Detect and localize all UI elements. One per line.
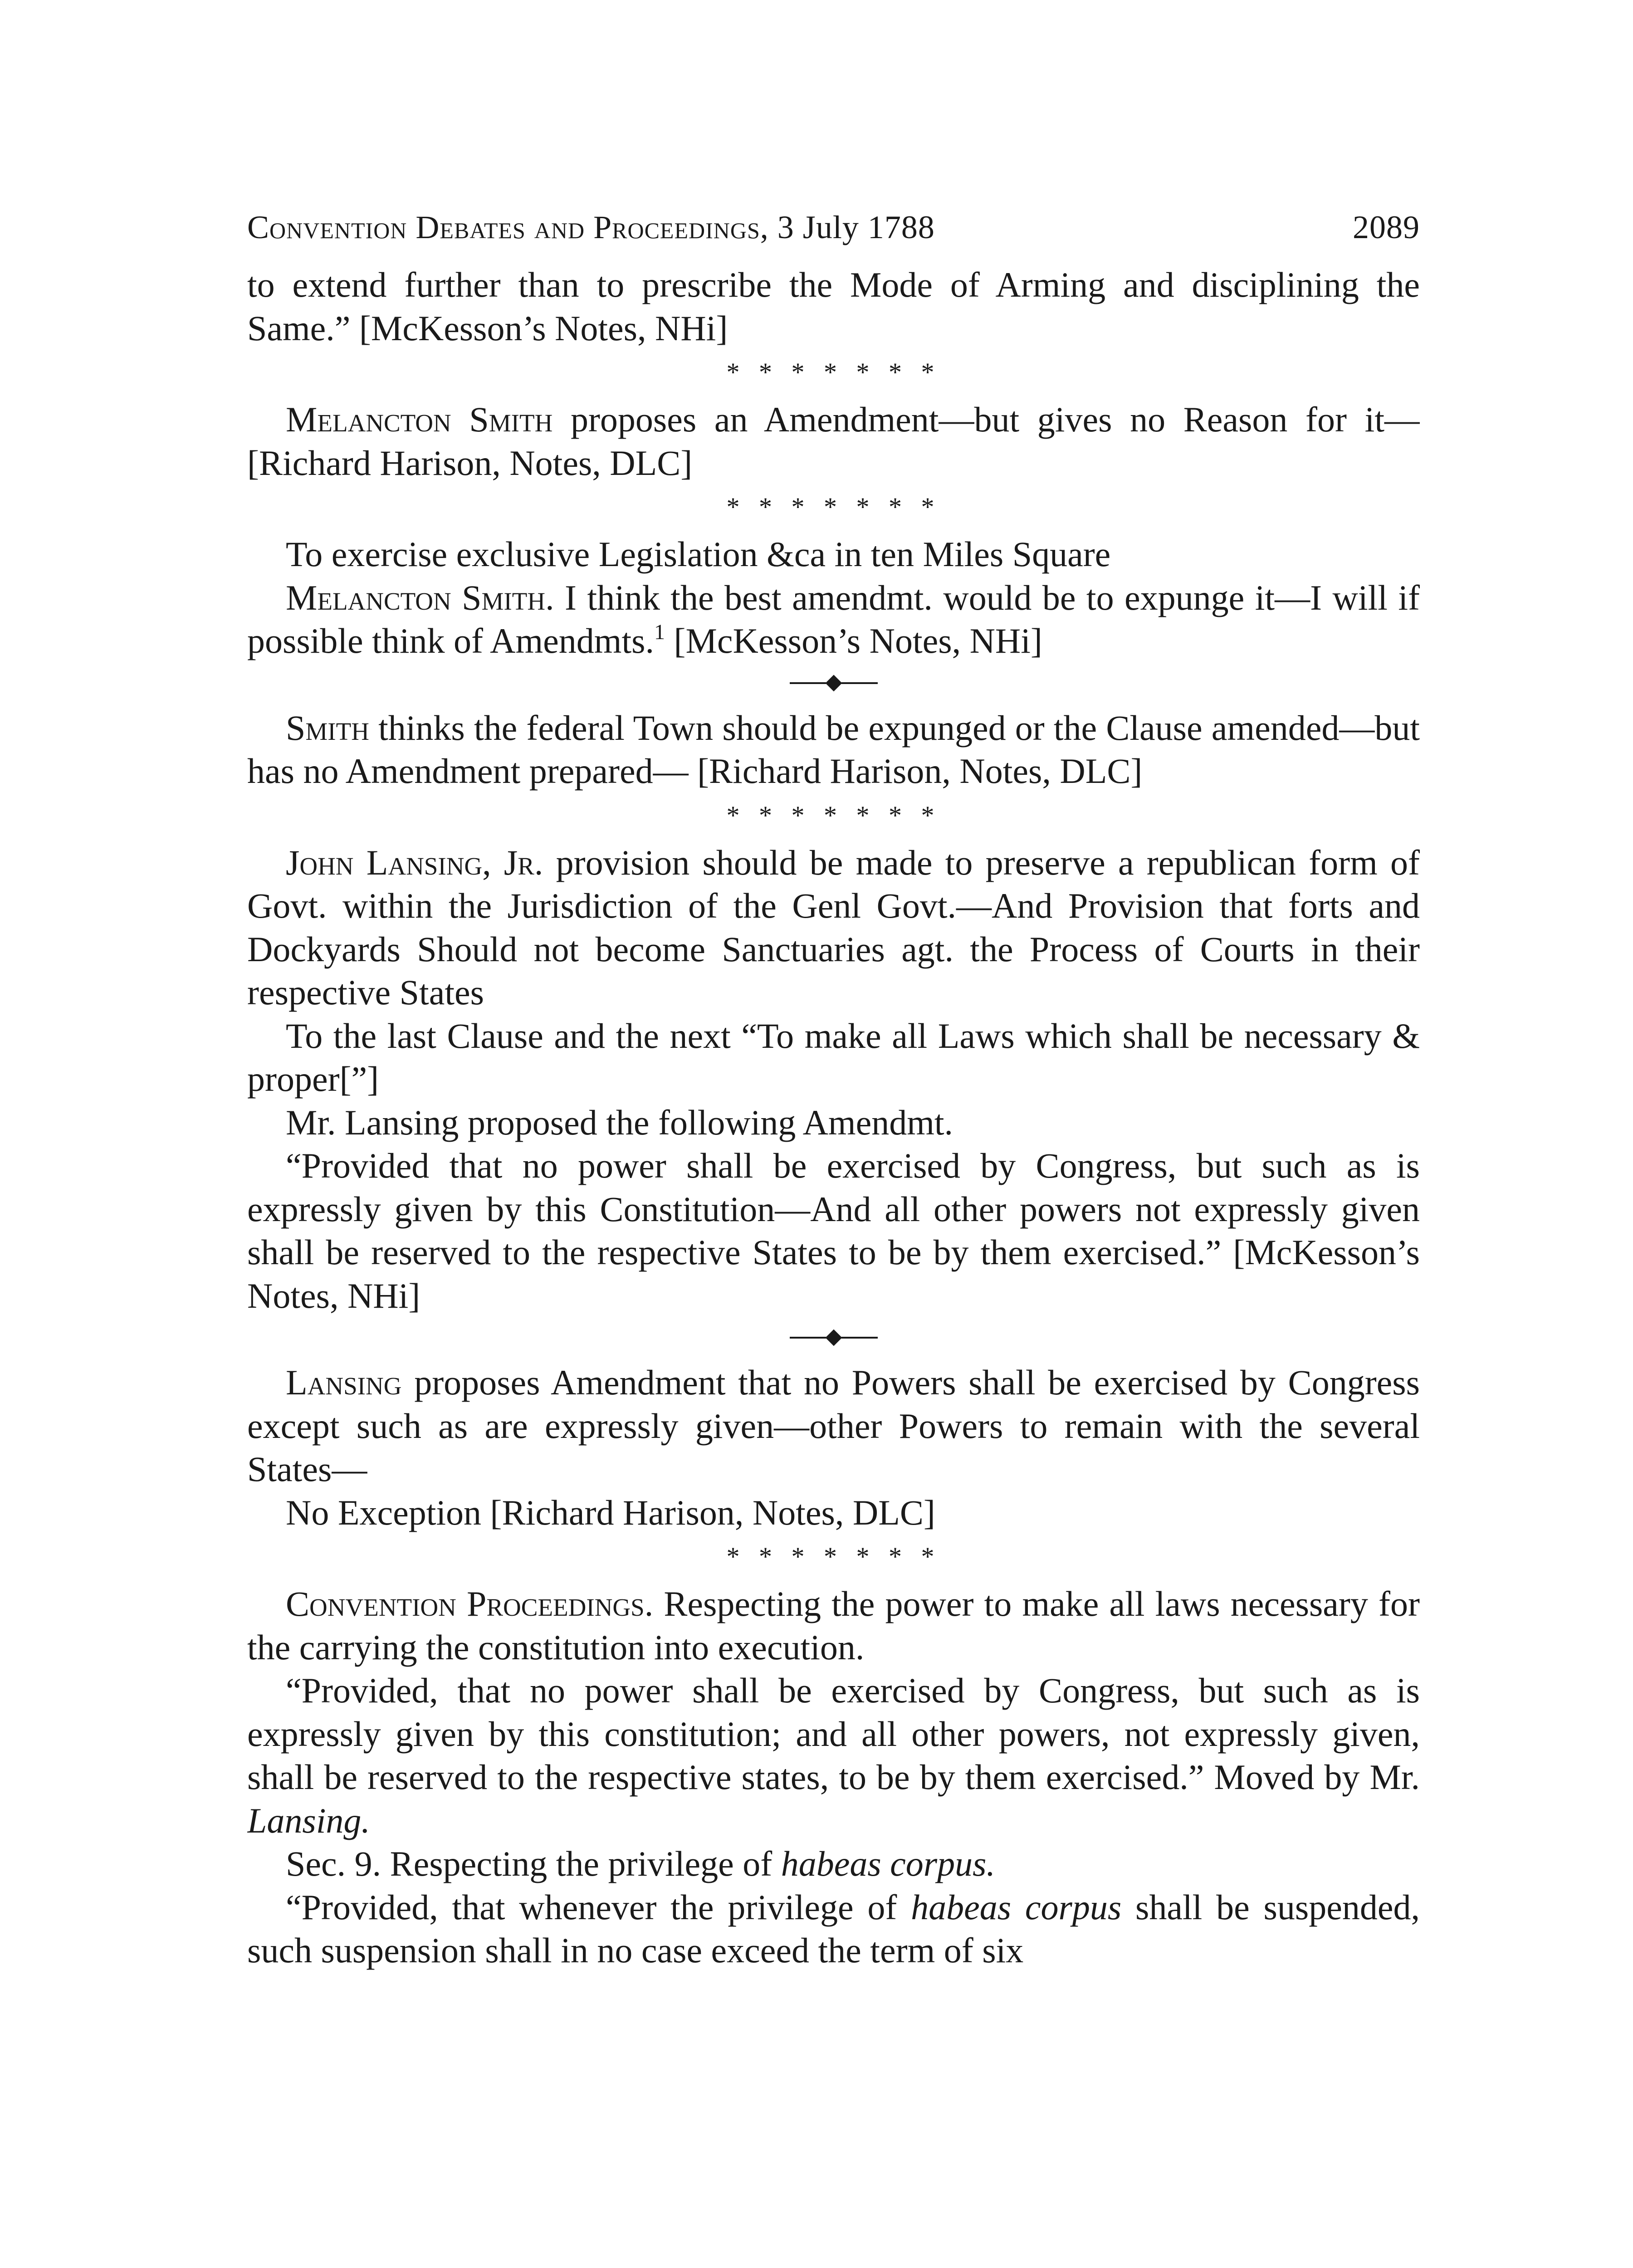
paragraph-text: proposes an Amendment—but gives no Reason for it— [Richard Harison, Notes, DLC] bbox=[247, 400, 1420, 483]
diamond-rule-separator bbox=[247, 663, 1420, 704]
paragraph-7: To the last Clause and the next “To make all Laws which shall be necessary & proper[”] bbox=[247, 1016, 1420, 1099]
italic-name: Lansing. bbox=[247, 1800, 370, 1840]
speaker-name: Melancton Smith bbox=[286, 577, 546, 617]
running-title bbox=[247, 209, 935, 246]
paragraph-text: Sec. 9. Respecting the privilege of bbox=[286, 1844, 781, 1883]
paragraph-text: . provision should be made to preserve a republican form of Govt. within the Jurisdiction of the Genl Govt.—And Provision that forts and Dockyards Should not become Sanctuaries agt. the Process of Courts in their respective States bbox=[247, 842, 1420, 1012]
paragraph-2 bbox=[247, 398, 1420, 484]
rule-line-right bbox=[841, 1337, 878, 1339]
paragraph-text: . Respecting the power to make all laws necessary for the carrying the constitution into execution. bbox=[247, 1584, 1420, 1667]
page-number: 2089 bbox=[1353, 209, 1420, 245]
footnote-marker: 1 bbox=[654, 620, 665, 644]
paragraph-14 bbox=[247, 1842, 1420, 1886]
paragraph-1: to extend further than to prescribe the Mode of Arming and disciplining the Same.” [McKesson’s Notes, NHi] bbox=[247, 265, 1420, 348]
paragraph-13 bbox=[247, 1669, 1420, 1842]
speaker-name: Smith bbox=[286, 708, 369, 748]
italic-term: habeas corpus. bbox=[781, 1844, 996, 1883]
speaker-name: John Lansing, Jr bbox=[286, 842, 534, 882]
paragraph-9: “Provided that no power shall be exercised by Congress, but such as is expressly given by this Constitution—And all other powers not expressly given shall be reserved to the respective States to be by them exercised.” [McKesson’s Notes, NHi] bbox=[247, 1146, 1420, 1315]
paragraph-text: . I think the best amendmt. would be to expunge it—I will if possible think of Amendmts. bbox=[247, 577, 1420, 660]
diamond-rule-separator bbox=[247, 1317, 1420, 1358]
paragraph-text: thinks the federal Town should be expunged or the Clause amended—but has no Amendment prepared— [Richard Harison, Notes, DLC] bbox=[247, 708, 1420, 791]
paragraph-3: To exercise exclusive Legislation &ca in ten Miles Square bbox=[286, 534, 1111, 574]
rule-line-right bbox=[841, 682, 878, 684]
paragraph-10 bbox=[247, 1361, 1420, 1491]
italic-term: habeas corpus bbox=[911, 1887, 1122, 1927]
paragraph-4 bbox=[247, 576, 1420, 663]
running-head bbox=[247, 209, 1420, 263]
rule-line-left bbox=[790, 682, 826, 684]
asterisk-separator: * * * * * * * bbox=[726, 1542, 941, 1571]
paragraph-12 bbox=[247, 1582, 1420, 1669]
paragraph-text: “Provided, that no power shall be exercised by Congress, but such as is expressly given by this constitution; and all other powers, not expressly given, shall be reserved to the respective states, to be by them exercised.” Moved by Mr. bbox=[247, 1671, 1420, 1797]
source-citation: [McKesson’s Notes, NHi] bbox=[665, 621, 1042, 660]
paragraph-text: shall be suspended, such suspension shall in no case exceed the term of six bbox=[247, 1887, 1420, 1970]
section-name: Convention Proceedings bbox=[286, 1584, 645, 1623]
paragraph-5 bbox=[247, 706, 1420, 793]
paragraph-15 bbox=[247, 1886, 1420, 1972]
diamond-icon bbox=[825, 675, 842, 691]
paragraph-text: “Provided, that whenever the privilege of bbox=[286, 1887, 911, 1927]
paragraph-11: No Exception [Richard Harison, Notes, DLC] bbox=[286, 1492, 935, 1532]
paragraph-8: Mr. Lansing proposed the following Amendmt. bbox=[286, 1102, 953, 1142]
diamond-icon bbox=[825, 1330, 842, 1346]
asterisk-separator: * * * * * * * bbox=[726, 492, 941, 522]
paragraph-6 bbox=[247, 841, 1420, 1014]
rule-line-left bbox=[790, 1337, 826, 1339]
asterisk-separator: * * * * * * * bbox=[726, 357, 941, 387]
running-title-smallcaps: Convention Debates and Proceedings bbox=[247, 209, 760, 245]
document-page bbox=[247, 209, 1420, 2268]
document-body bbox=[247, 263, 1420, 1972]
paragraph-text: proposes Amendment that no Powers shall be exercised by Congress except such as are expressly given—other Powers to remain with the several States— bbox=[247, 1363, 1420, 1489]
speaker-name: Lansing bbox=[286, 1363, 402, 1402]
asterisk-separator: * * * * * * * bbox=[726, 800, 941, 830]
running-title-date: , 3 July 1788 bbox=[760, 209, 935, 245]
speaker-name: Melancton Smith bbox=[286, 400, 553, 439]
